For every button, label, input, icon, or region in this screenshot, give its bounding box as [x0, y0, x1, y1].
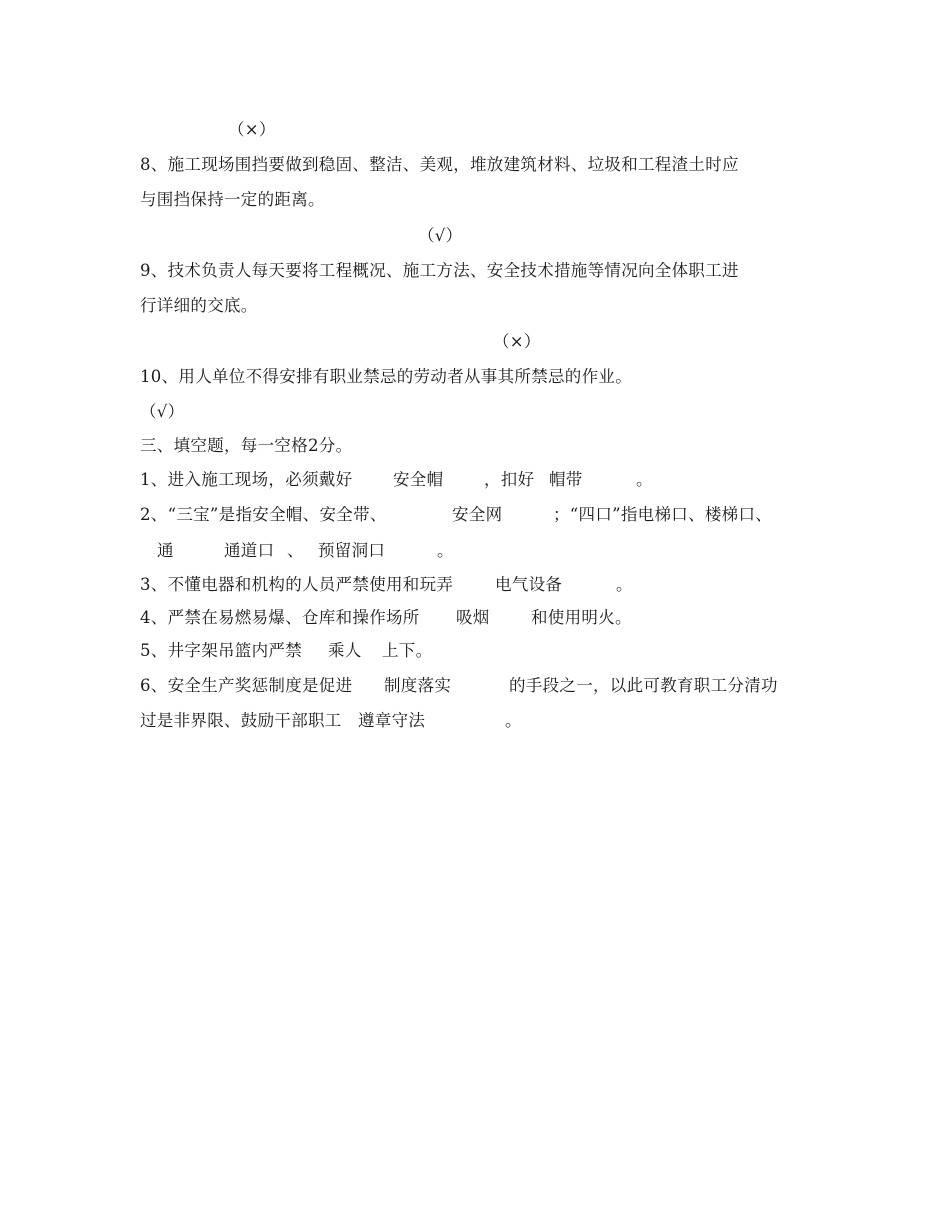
fill-6-answer-2: 遵章守法 — [358, 711, 426, 730]
fill-4-answer-1: 吸烟 — [456, 608, 490, 627]
section-3-heading: 三、填空题，每一空格2分。 — [140, 436, 353, 455]
question-8-line-1: 8、施工现场围挡要做到稳固、整洁、美观，堆放建筑材料、垃圾和工程渣土时应 — [140, 155, 739, 174]
fill-6-text-a: 6、安全生产奖惩制度是促进 — [140, 676, 353, 695]
fill-2-text-c: 、 — [287, 541, 304, 560]
fill-2-text-a: 2、“三宝”是指安全帽、安全带、 — [140, 505, 387, 524]
fill-1-answer-1: 安全帽 — [393, 470, 444, 489]
fill-1-end: 。 — [636, 470, 653, 489]
fill-5-answer-1: 乘人 — [328, 641, 362, 660]
fill-1-text-b: ，扣好 — [484, 470, 535, 489]
answer-mark-q9: （×） — [493, 332, 541, 351]
fill-1-answer-2: 帽带 — [549, 470, 583, 489]
fill-1-text-a: 1、进入施工现场，必须戴好 — [140, 470, 353, 489]
fill-4-text-a: 4、严禁在易燃易爆、仓库和操作场所 — [140, 608, 420, 627]
fill-2-answer-3: 通道口 — [224, 541, 275, 560]
answer-mark-q7: （×） — [228, 120, 276, 139]
fill-6-answer-1: 制度落实 — [384, 676, 452, 695]
answer-mark-q8: （√） — [418, 226, 463, 245]
question-9-line-1: 9、技术负责人每天要将工程概况、施工方法、安全技术措施等情况向全体职工进 — [140, 261, 739, 280]
question-9-line-2: 行详细的交底。 — [140, 296, 258, 315]
fill-3-end: 。 — [616, 575, 633, 594]
fill-4-text-b: 和使用明火。 — [531, 608, 632, 627]
fill-2-answer-2: 通 — [157, 541, 174, 560]
fill-6-text-c: 过是非界限、鼓励干部职工 — [140, 711, 342, 730]
question-10: 10、用人单位不得安排有职业禁忌的劳动者从事其所禁忌的作业。 — [140, 367, 632, 386]
question-8-line-2: 与围挡保持一定的距离。 — [140, 190, 325, 209]
fill-2-end: 。 — [437, 541, 454, 560]
answer-mark-q10: （√） — [140, 402, 185, 421]
fill-2-answer-4: 预留洞口 — [318, 541, 386, 560]
fill-6-end: 。 — [505, 711, 522, 730]
fill-2-text-b: ；“四口”指电梯口、楼梯口、 — [553, 505, 773, 524]
fill-3-answer-1: 电气设备 — [495, 575, 563, 594]
fill-5-text-b: 上下。 — [382, 641, 433, 660]
fill-3-text-a: 3、不懂电器和机构的人员严禁使用和玩弄 — [140, 575, 454, 594]
fill-5-text-a: 5、井字架吊篮内严禁 — [140, 641, 302, 660]
fill-6-text-b: 的手段之一，以此可教育职工分清功 — [509, 676, 778, 695]
fill-2-answer-1: 安全网 — [452, 505, 503, 524]
